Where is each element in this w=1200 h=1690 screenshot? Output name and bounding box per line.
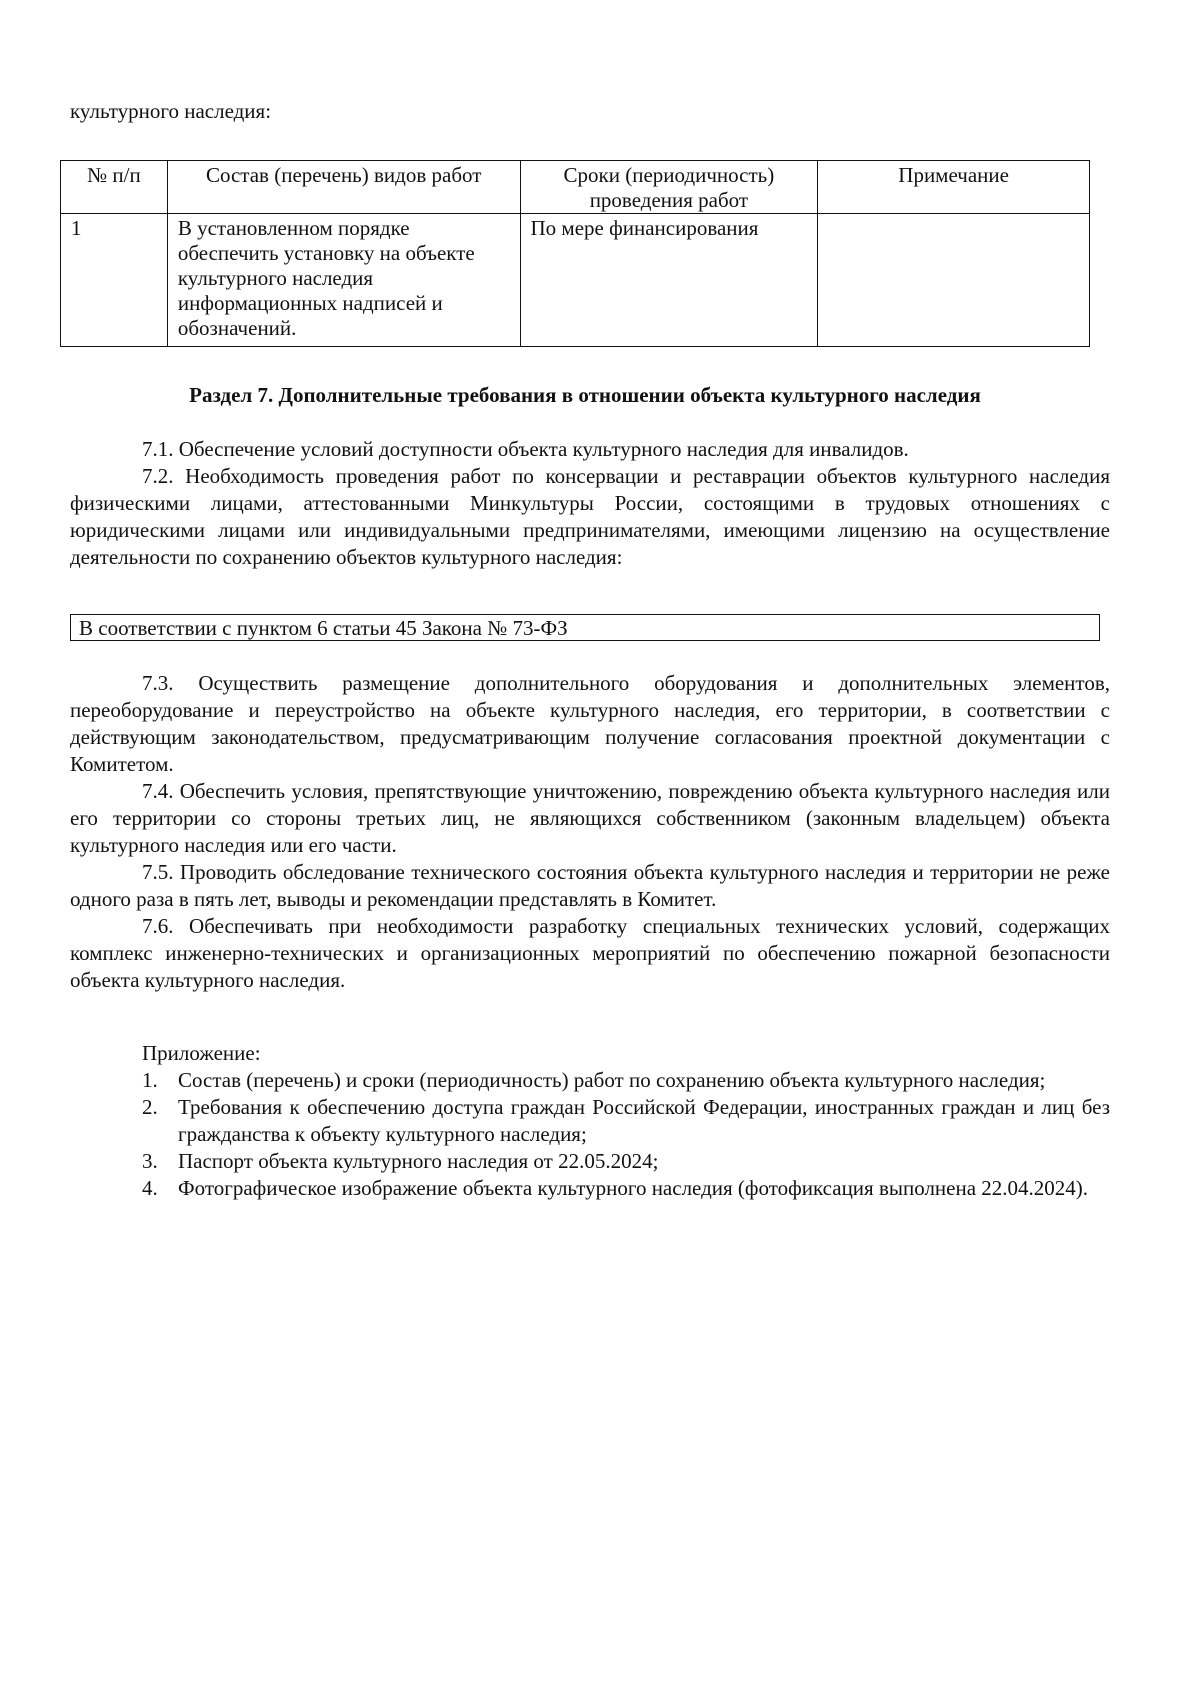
paragraph-7-6: 7.6. Обеспечивать при необходимости разработку специальных технических условий, содержащих комплекс инженерно-технических и организационных мероприятий по обеспечению пожарной безопасности объекта культурного наследия. [70, 914, 1110, 992]
list-item-text: Состав (перечень) и сроки (периодичность) работ по сохранению объекта культурного наследия; [178, 1068, 1046, 1092]
list-item [70, 1067, 1110, 1094]
table-header-row [61, 161, 1090, 214]
header-works: Состав (перечень) видов работ [167, 161, 520, 214]
cell-term: По мере финансирования [520, 214, 818, 347]
cell-note [818, 214, 1090, 347]
list-item-number: 4. [142, 1176, 158, 1200]
intro-text: культурного наследия: [70, 99, 272, 123]
header-number: № п/п [61, 161, 168, 214]
appendix-list [70, 1067, 1110, 1202]
header-note: Примечание [818, 161, 1090, 214]
list-item-text: Паспорт объекта культурного наследия от 22.05.2024; [178, 1149, 659, 1173]
list-item-text: Требования к обеспечению доступа граждан Российской Федерации, иностранных граждан и лиц без гражданства к объекту культурного наследия; [178, 1095, 1110, 1146]
list-item [70, 1094, 1110, 1148]
list-item-number: 3. [142, 1149, 158, 1173]
section-title: Раздел 7. Дополнительные требования в отношении объекта культурного наследия [189, 383, 981, 407]
list-item [70, 1175, 1110, 1202]
header-terms: Сроки (периодичность) проведения работ [520, 161, 818, 214]
paragraph-7-3: 7.3. Осуществить размещение дополнительного оборудования и дополнительных элементов, переоборудование и переустройство на объекте культурного наследия, его территории, в соответствии с действующим законодательством, предусматривающим получение согласования проектной документации с Комитетом. [70, 671, 1110, 776]
list-item-number: 2. [142, 1095, 158, 1119]
list-item-number: 1. [142, 1068, 158, 1092]
cell-number: 1 [61, 214, 168, 347]
list-item-text: Фотографическое изображение объекта культурного наследия (фотофиксация выполнена 22.04.2024). [178, 1176, 1089, 1200]
paragraph-7-4: 7.4. Обеспечить условия, препятствующие уничтожению, повреждению объекта культурного наследия или его территории со стороны третьих лиц, не являющихся собственником (законным владельцем) объекта культурного наследия или его части. [70, 779, 1110, 857]
paragraph-7-2: 7.2. Необходимость проведения работ по консервации и реставрации объектов культурного наследия физическими лицами, аттестованными Минкультуры России, состоящими в трудовых отношениях с юридическими лицами или индивидуальными предпринимателями, имеющими лицензию на осуществление деятельности по сохранению объектов культурного наследия: [70, 464, 1110, 569]
table-row [61, 214, 1090, 347]
list-item [70, 1148, 1110, 1175]
boxed-requirement: В соответствии с пунктом 6 статьи 45 Закона № 73-ФЗ [70, 614, 1100, 641]
paragraph-7-5: 7.5. Проводить обследование технического состояния объекта культурного наследия и территории не реже одного раза в пять лет, выводы и рекомендации представлять в Комитет. [70, 860, 1110, 911]
works-table [60, 160, 1090, 347]
cell-work: В установленном порядке обеспечить установку на объекте культурного наследия информационных надписей и обозначений. [167, 214, 520, 347]
paragraph-7-1: 7.1. Обеспечение условий доступности объекта культурного наследия для инвалидов. [142, 437, 909, 461]
appendix-title: Приложение: [142, 1041, 261, 1065]
